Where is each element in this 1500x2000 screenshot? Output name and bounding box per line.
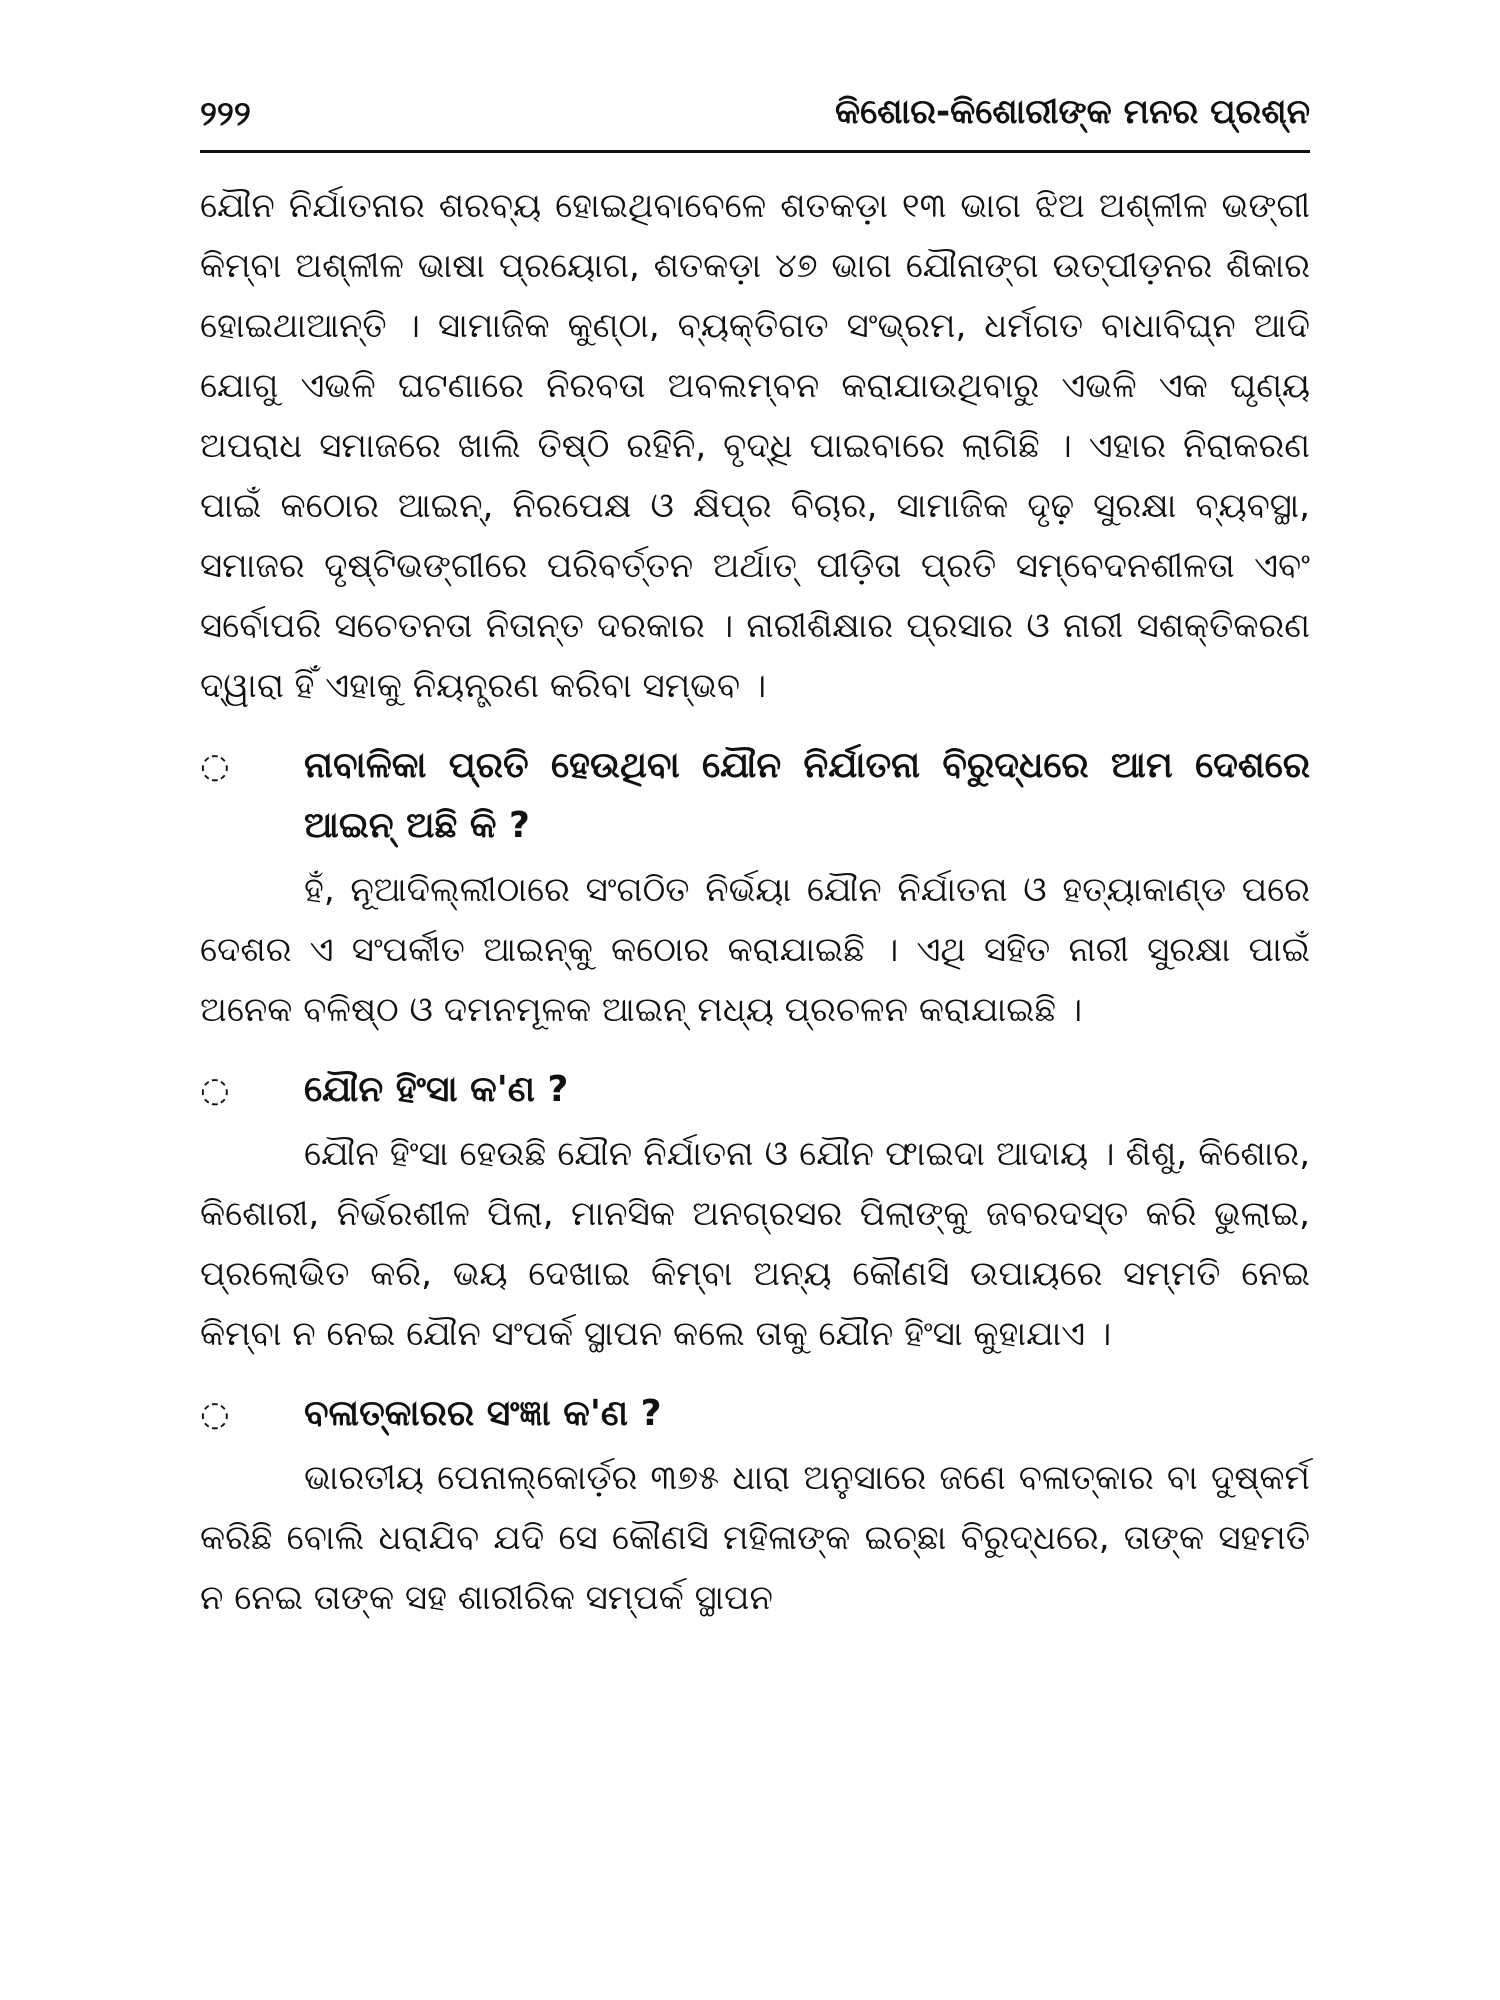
answer-3: ଭାରତୀୟ ପେନାଲ୍‌କୋର୍ଡ଼ର ୩୭୫ ଧାରା ଅନୁସାରେ ଜଣେ ବଳାତ୍କାର ବା ଦୁଷ୍କର୍ମ କରିଛି ବୋଲି ଧରାଯିବ ଯଦି ସେ କୌଣସି ମହିଳାଙ୍କ ଇଚ୍ଛା ବିରୁଦ୍ଧରେ, ତାଙ୍କ ସହମତି ନ ନେଇ ତାଙ୍କ ସହ ଶାରୀରିକ ସମ୍ପର୍କ ସ୍ଥାପନ <box>200 1458 1310 1618</box>
header-rule <box>200 150 1310 153</box>
answer-1: ହଁ, ନୂଆଦିଲ୍ଲୀଠାରେ ସଂଗଠିତ ନିର୍ଭୟା ଯୌନ ନିର୍ଯାତନା ଓ ହତ୍ୟାକାଣ୍ଡ ପରେ ଦେଶର ଏ ସଂପର୍କୀତ ଆଇନ୍‌କୁ କଠୋର କରାଯାଇଛି । ଏଥି ସହିତ ନାରୀ ସୁରକ୍ଷା ପାଇଁ ଅନେକ ବଳିଷ୍ଠ ଓ ଦମନମୂଳକ ଆଇନ୍ ମଧ୍ୟ ପ୍ରଚଳନ କରାଯାଇଛି । <box>200 870 1310 1030</box>
question-2 <box>200 1060 1310 1120</box>
page-number: ୨୨୨ <box>200 94 251 134</box>
question-marker: ◌ <box>200 1070 230 1110</box>
question-3 <box>200 1384 1310 1444</box>
question-text: ଯୌନ ହିଂସା କ'ଣ ? <box>304 1069 569 1110</box>
running-head <box>200 88 1310 148</box>
question-text: ବଳାତ୍କାରର ସଂଜ୍ଞା କ'ଣ ? <box>304 1393 662 1434</box>
question-marker: ◌ <box>200 1394 230 1434</box>
body-text <box>200 176 1310 1628</box>
question-marker: ◌ <box>200 746 230 786</box>
running-title: କିଶୋର-କିଶୋରୀଙ୍କ ମନର ପ୍ରଶ୍ନ <box>835 92 1310 132</box>
intro-paragraph: ଯୌନ ନିର୍ଯାତନାର ଶରବ୍ୟ ହୋଇଥିବାବେଳେ ଶତକଡ଼ା ୧୩ ଭାଗ ଝିଅ ଅଶ୍ଳୀଳ ଭଙ୍ଗୀ କିମ୍ବା ଅଶ୍ଳୀଳ ଭାଷା ପ୍ରୟୋଗ, ଶତକଡ଼ା ୪୭ ଭାଗ ଯୌନାଙ୍ଗ ଉତ୍ପୀଡ଼ନର ଶିକାର ହୋଇଥାଆନ୍ତି । ସାମାଜିକ କୁଣ୍ଠା, ବ୍ୟକ୍ତିଗତ ସଂଭ୍ରମ, ଧର୍ମଗତ ବାଧାବିଘ୍ନ ଆଦି ଯୋଗୁ ଏଭଳି ଘଟଣାରେ ନିରବତା ଅବଲମ୍ବନ କରାଯାଉଥିବାରୁ ଏଭଳି ଏକ ଘୃଣ୍ୟ ଅପରାଧ ସମାଜରେ ଖାଲି ତିଷ୍ଠି ରହିନି, ବୃଦ୍ଧି ପାଇବାରେ ଲାଗିଛି । ଏହାର ନିରାକରଣ ପାଇଁ କଠୋର ଆଇନ୍, ନିରପେକ୍ଷ ଓ କ୍ଷିପ୍ର ବିଚାର, ସାମାଜିକ ଦୃଢ଼ ସୁରକ୍ଷା ବ୍ୟବସ୍ଥା, ସମାଜର ଦୃଷ୍ଟିଭଙ୍ଗୀରେ ପରିବର୍ତ୍ତନ ଅର୍ଥାତ୍ ପୀଡ଼ିତା ପ୍ରତି ସମ୍ବେଦନଶୀଳତା ଏବଂ ସର୍ବୋପରି ସଚେତନତା ନିତାନ୍ତ ଦରକାର । ନାରୀଶିକ୍ଷାର ପ୍ରସାର ଓ ନାରୀ ସଶକ୍ତିକରଣ ଦ୍ୱାରା ହିଁ ଏହାକୁ ନିୟନ୍ତ୍ରଣ କରିବା ସମ୍ଭବ । <box>200 186 1310 706</box>
book-page <box>200 0 1310 2000</box>
question-text: ନାବାଳିକା ପ୍ରତି ହେଉଥିବା ଯୌନ ନିର୍ଯାତନା ବିରୁଦ୍ଧରେ ଆମ ଦେଶରେ ଆଇନ୍ ଅଛି କି ? <box>304 745 1310 846</box>
answer-2: ଯୌନ ହିଂସା ହେଉଛି ଯୌନ ନିର୍ଯାତନା ଓ ଯୌନ ଫାଇଦା ଆଦାୟ । ଶିଶୁ, କିଶୋର, କିଶୋରୀ, ନିର୍ଭରଶୀଳ ପିଲା, ମାନସିକ ଅନଗ୍ରସର ପିଲାଙ୍କୁ ଜବରଦସ୍ତ କରି ଭୁଲାଇ, ପ୍ରଲୋଭିତ କରି, ଭୟ ଦେଖାଇ କିମ୍ବା ଅନ୍ୟ କୌଣସି ଉପାୟରେ ସମ୍ମତି ନେଇ କିମ୍ବା ନ ନେଇ ଯୌନ ସଂପର୍କ ସ୍ଥାପନ କଲେ ତାକୁ ଯୌନ ହିଂସା କୁହାଯାଏ । <box>200 1134 1310 1354</box>
question-1 <box>200 736 1310 856</box>
